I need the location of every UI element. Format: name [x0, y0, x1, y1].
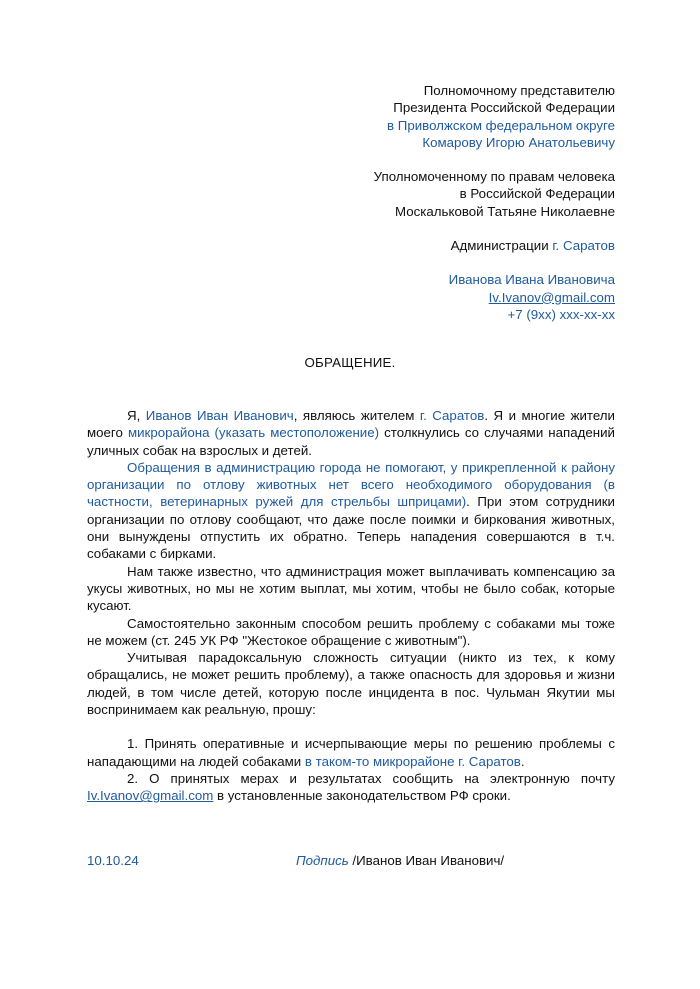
city-name: г. Саратов: [419, 408, 485, 423]
text-fragment: 1. Принять оперативные и исчерпывающие меры по решению проблемы с нападающими на людей собаками: [87, 736, 615, 769]
highlighted-text: Обращения в администрацию города не помогают, у прикрепленной к району организации по отлову животных нет всего необходимого оборудования (в частности, ветеринарных ружей для стрельбы шприцами): [87, 459, 615, 510]
sender-phone: +7 (9хх) ххх-хх-хх: [507, 306, 615, 322]
ombudsman-addressee: [95, 168, 615, 220]
paragraph-5: Учитывая парадоксальную сложность ситуации (никто из тех, к кому обращались, не может решить проблему), а также опасность для здоровья и жизни людей, в том числе детей, которую после инцидента в пос. Чульман Якутии мы воспринимаем как реальную, прошу:: [87, 650, 615, 718]
administration-addressee: [95, 237, 615, 254]
administration-city: г. Саратов: [552, 238, 615, 254]
letter-date: 10.10.24: [87, 853, 139, 868]
paragraph-3: Нам также известно, что администрация может выплачивать компенсацию за укусы животных, но мы не хотим выплат, мы хотим, чтобы не было собак, которые кусают.: [87, 563, 615, 614]
letter-body: [87, 407, 615, 805]
administration-prefix: Администрации: [450, 238, 553, 254]
text-fragment: столкнулись со случаями нападений уличных собак на взрослых и детей.: [87, 425, 615, 458]
reply-email-link[interactable]: Iv.Ivanov@gmail.com: [87, 788, 214, 804]
addressee-line: в Приволжском федеральном округе: [387, 117, 615, 133]
signature-label: Подпись: [296, 853, 349, 868]
text-fragment: Я,: [127, 408, 146, 423]
signature-block: [296, 852, 504, 869]
addressee-block: [95, 82, 615, 323]
sender-email-link[interactable]: Iv.Ivanov@gmail.com: [488, 289, 615, 305]
plenipotentiary-addressee: [95, 82, 615, 151]
addressee-line: Полномочному представителю: [423, 83, 615, 98]
addressee-line: Уполномоченному по правам человека: [373, 169, 615, 185]
text-fragment: . Я и многие жители моего: [87, 408, 615, 441]
text-fragment: 2. О принятых мерах и результатах сообщить на электронную почту: [127, 770, 615, 786]
paragraph-4: Самостоятельно законным способом решить проблему с собаками мы тоже не можем (ст. 245 УК РФ "Жестокое обращение с животным").: [87, 615, 615, 648]
addressee-line: Москальковой Татьяне Николаевне: [395, 203, 615, 219]
request-list: [87, 735, 615, 804]
list-item: [87, 770, 615, 805]
text-fragment: в установленные законодательством РФ сроки.: [213, 788, 511, 804]
text-fragment: . При этом сотрудники организации по отлову сообщают, что даже после поимки и биркования животных, они вынуждены отпустить их обратно. Теперь нападения совершаются в т.ч. собаками с бирками.: [87, 494, 615, 562]
paragraph-2: [87, 459, 615, 563]
district-placeholder: микрорайона (указать местоположение): [127, 425, 380, 441]
location-placeholder: в таком-то микрорайоне г. Саратов: [304, 753, 521, 769]
paragraph-1: [87, 407, 615, 459]
author-name: Иванов Иван Иванович: [145, 408, 294, 423]
text-fragment: , являюсь жителем: [293, 408, 420, 423]
list-item: [87, 735, 615, 770]
document-title: ОБРАЩЕНИЕ.: [304, 355, 396, 370]
sender-name: Иванова Ивана Ивановича: [448, 272, 615, 288]
signature-name: /Иванов Иван Иванович/: [348, 853, 505, 868]
addressee-line: Президента Российской Федерации: [393, 100, 615, 116]
addressee-line: Комарову Игорю Анатольевичу: [422, 134, 615, 150]
sender-block: [95, 271, 615, 323]
addressee-line: в Российской Федерации: [459, 186, 615, 202]
text-fragment: .: [520, 753, 525, 769]
